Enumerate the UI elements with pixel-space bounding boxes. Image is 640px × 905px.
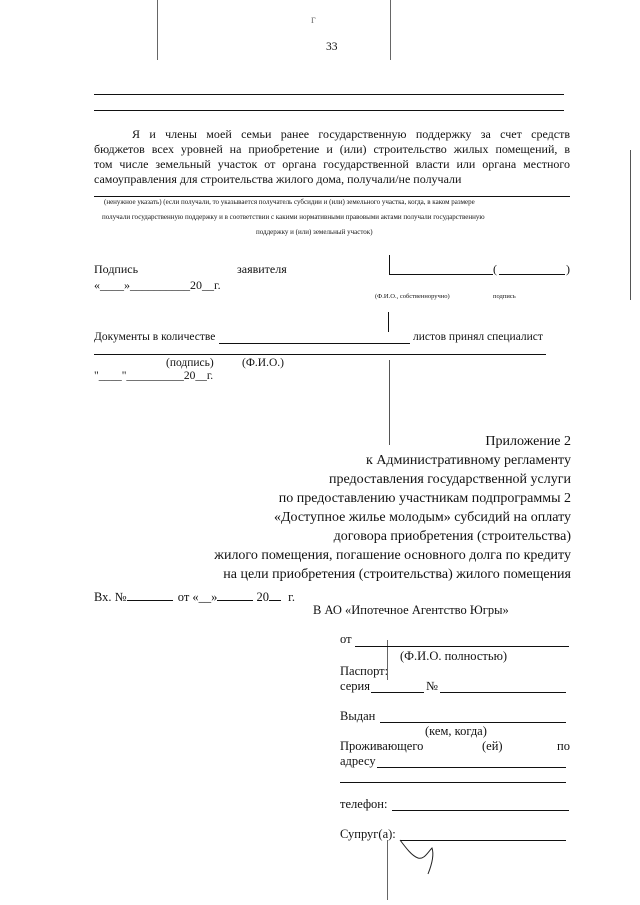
appendix-header [214,432,571,584]
passport-label: Паспорт: [340,664,389,678]
signature-paren-close: ) [566,262,570,276]
documents-date-line: "____"__________20__г. [94,370,214,382]
appendix-line-7: жилого помещения, погашение основного долга по кредиту [214,548,571,563]
page-number: 33 [326,41,338,53]
series-field[interactable] [371,692,424,693]
appendix-line-2: к Административному регламенту [366,453,571,468]
appendix-line-5: «Доступное жилье молодым» субсидий на оплату [273,510,571,525]
incoming-month-field[interactable] [217,589,253,601]
number-field[interactable] [440,692,566,693]
documents-prefix: Документы в количестве [94,331,216,343]
issued-field[interactable] [380,722,566,723]
documents-suffix: листов принял специалист [413,331,543,343]
signature-divider [389,255,390,275]
addressee: В АО «Ипотечное Агентство Югры» [313,603,509,617]
issued-label: Выдан [340,709,376,723]
from-field[interactable] [355,646,569,647]
declaration-fill-rule [94,196,570,197]
signature-paren-open: ( [493,262,497,276]
scan-fold-line-top-right [390,0,391,60]
number-label: № [426,679,438,693]
residing-word-2: (ей) [482,739,503,753]
top-rule-2 [94,110,564,111]
incoming-year: 20 [256,590,270,604]
scan-top-mark: г [311,14,316,26]
incoming-year-suffix: г. [288,590,296,604]
documents-count-line [219,343,410,344]
applicant-date-line: «____»__________20__г. [94,278,221,292]
pen-stroke-mark [398,838,448,878]
from-label: от [340,632,352,646]
specialist-caption-fio: (Ф.И.О.) [242,357,284,369]
declaration-note-line-2: получали государственную поддержку и в соответствии с какими нормативными правовыми актами получали государственную [102,213,485,221]
residing-word-1: Проживающего [340,739,424,753]
declaration-note-line-3: поддержку и (или) земельный участок) [256,228,373,236]
declaration-line-4: самоуправления для строительства жилого дома, получали/не получали [94,172,462,186]
fio-caption: (Ф.И.О. полностью) [400,649,508,663]
issued-caption: (кем, когда) [425,724,487,738]
declaration-note-line-1: (ненужное указать) (если получали, то указывается получатель субсидии и (или) земельного участка, когда, в каком размере [104,198,475,206]
scan-fold-line-top [157,0,158,60]
incoming-year-field[interactable] [269,589,281,601]
spouse-label: Супруг(а): [340,827,396,841]
specialist-caption-signature: (подпись) [166,357,214,369]
declaration-line-3: том числе земельный участок от органа государственной власти или органа местного [94,157,570,171]
scan-fold-line-bottom [387,840,388,900]
applicant-label: заявителя [237,262,287,276]
caption-signature: подпись [493,293,516,300]
declaration-line-2: бюджетов всех уровней на приобретение и (или) строительство жилых помещений, в [94,142,570,156]
appendix-line-1: Приложение 2 [485,434,571,449]
address-field-2[interactable] [340,782,566,783]
scan-edge-line-right [630,150,631,300]
incoming-number-label: Вх. № [94,590,127,604]
incoming-from-label: от «__» [177,590,218,604]
pen-stroke-path [400,840,433,874]
phone-field[interactable] [392,810,569,811]
top-rule-1 [94,94,564,95]
caption-fio-handwritten: (Ф.И.О., собственноручно) [375,293,450,300]
signature-underline [499,274,565,275]
appendix-line-8: на цели приобретения (строительства) жилого помещения [223,567,571,582]
specialist-line [94,354,546,355]
residing-word-3: по [557,739,570,753]
fio-underline [389,274,493,275]
appendix-line-4: по предоставлению участникам подпрограммы 2 [278,491,571,506]
documents-divider [388,312,389,332]
address-field-1[interactable] [377,767,566,768]
incoming-number-field[interactable] [127,589,173,601]
incoming-number-row [94,589,295,605]
address-label: адресу [340,754,376,768]
declaration-line-1: Я и члены моей семьи ранее государственную поддержку за счет средств [132,127,570,141]
signature-label: Подпись [94,262,139,276]
series-label: серия [340,679,370,693]
appendix-line-6: договора приобретения (строительства) [333,529,571,544]
appendix-line-3: предоставления государственной услуги [329,472,571,487]
phone-label: телефон: [340,797,388,811]
